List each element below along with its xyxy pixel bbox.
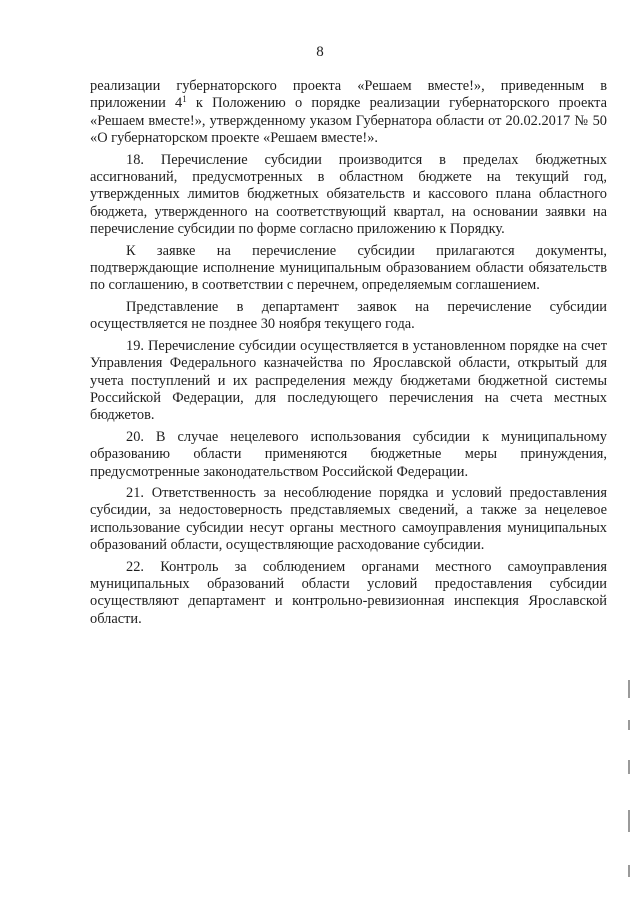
paragraph-intro-text-b: к Положению о порядке реализации губернаторского проекта «Решаем вместе!», утвержденному указом Губернатора области от 20.02.2017 № 50 «О губернаторском проекте «Решаем вместе!». [90,95,608,147]
paragraph-18: 18. Перечисление субсидии производится в пределах бюджетных ассигнований, предусмотренных в областном бюджете на текущий год, утвержденных лимитов бюджетных обязательств и кассового плана областного бюджета, утвержденного на соответствующий квартал, на основании заявки на перечисление субсидии по форме согласно приложению к Порядку. [90,151,607,238]
paragraph-19: 19. Перечисление субсидии осуществляется в установленном порядке на счет Управления Федерального казначейства по Ярославской области, открытый для учета поступлений и их распределения между бюджетами бюджетной системы Российской Федерации, для последующего перечисления на счета местных бюджетов. [90,337,607,424]
paragraph-intro-text-a: реализации губернаторского проекта «Решаем вместе!», приведенным в приложении 4 [90,78,607,112]
paragraph-20: 20. В случае нецелевого использования субсидии к муниципальному образованию области применяются бюджетные меры принуждения, предусмотренные законодательством Российской Федерации. [90,428,607,480]
superscript-1: 1 [182,94,187,105]
paragraph-18-documents: К заявке на перечисление субсидии прилагаются документы, подтверждающие исполнение муниципальным образованием области обязательств по соглашению, в соответствии с перечнем, определяемым соглашением. [90,242,607,294]
document-body [90,78,607,632]
scan-edge-artifact [628,680,632,900]
paragraph-21: 21. Ответственность за несоблюдение порядка и условий предоставления субсидии, за недостоверность представляемых сведений, а также за нецелевое использование субсидии несут органы местного самоуправления муниципальных образований области, осуществляющие расходование субсидии. [90,484,607,554]
page-number: 8 [316,44,324,60]
paragraph-18-deadline: Представление в департамент заявок на перечисление субсидии осуществляется не позднее 30 ноября текущего года. [90,298,607,333]
paragraph-22: 22. Контроль за соблюдением органами местного самоуправления муниципальных образований области условий предоставления субсидии осуществляют департамент и контрольно-ревизионная инспекция Ярославской области. [90,558,607,627]
paragraph-intro-continuation [90,78,607,148]
